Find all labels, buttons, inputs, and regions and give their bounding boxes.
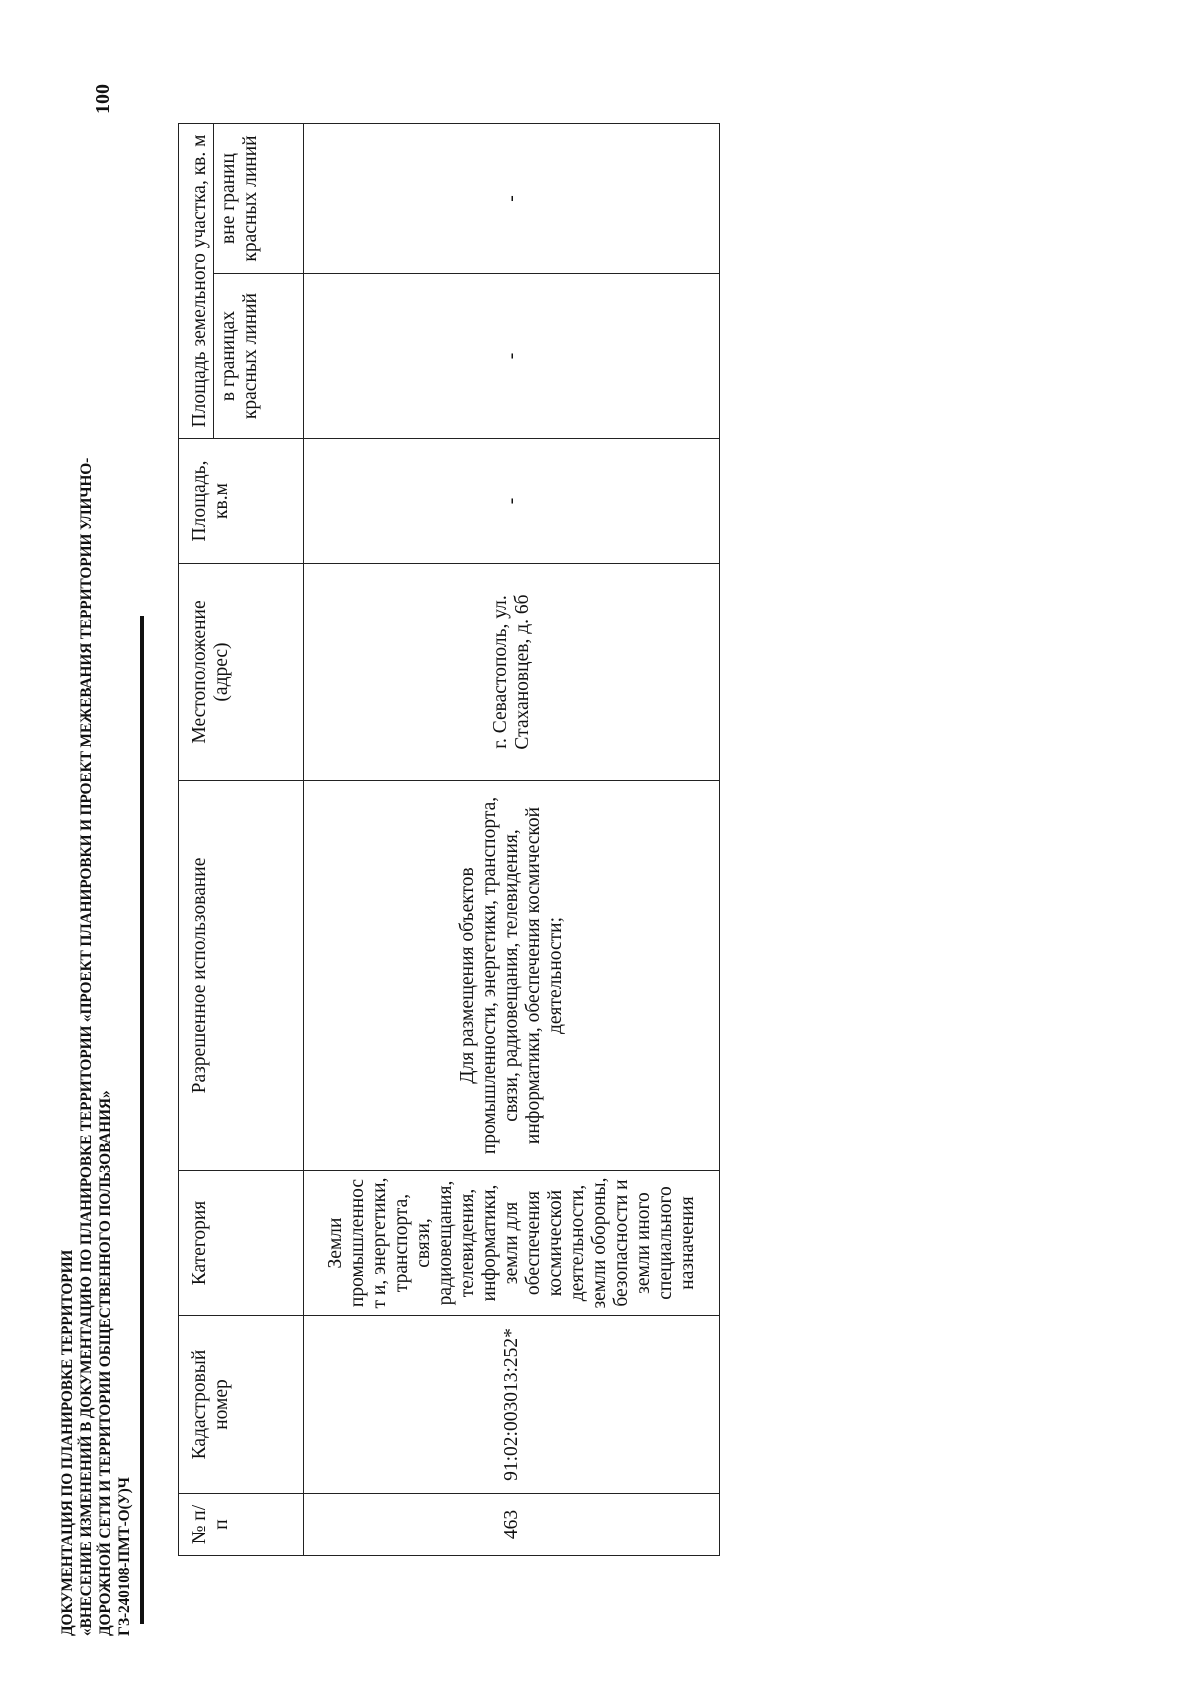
header-area: Площадь, кв.м <box>179 439 304 564</box>
header-location: Местоположение (адрес) <box>179 564 304 781</box>
cell-location: г. Севастополь, ул. Стахановцев, д. 6б <box>304 564 720 781</box>
cell-area: - <box>304 439 720 564</box>
cell-category: Земли промышленност и, энергетики, транспорта, связи, радиовещания, телевидения, информатики, земли для обеспечения космической деятельности, земли обороны, безопасности и земли иного специального назначения <box>304 1171 720 1316</box>
header-category: Категория <box>179 1171 304 1316</box>
cell-usage: Для размещения объектов промышленности, энергетики, транспорта, связи, радиовещания, телевидения, информатики, обеспечения космической деятельности; <box>304 781 720 1171</box>
cell-cadastral: 91:02:003013:252* <box>304 1316 720 1494</box>
cell-inside-red-lines: - <box>304 274 720 439</box>
cell-outside-red-lines: - <box>304 124 720 274</box>
cell-num: 463 <box>304 1494 720 1556</box>
header-inside-red-lines: в границах красных линий <box>214 274 304 439</box>
header-num: № п/п <box>179 1494 304 1556</box>
header-line-1: ДОКУМЕНТАЦИЯ ПО ПЛАНИРОВКЕ ТЕРРИТОРИИ <box>59 1249 76 1636</box>
land-plot-table <box>178 123 720 1556</box>
header-usage: Разрешенное использование <box>179 781 304 1171</box>
table-row <box>304 124 720 1556</box>
header-cadastral: Кадастровый номер <box>179 1316 304 1494</box>
header-line-4: ГЗ-240108-ПМТ-О(У)Ч <box>116 1477 133 1636</box>
page-number: 100 <box>92 84 114 114</box>
header-divider <box>140 616 144 1624</box>
header-land-area-group: Площадь земельного участка, кв. м <box>179 124 214 439</box>
document-header <box>58 76 134 1636</box>
header-outside-red-lines: вне границ красных линий <box>214 124 304 274</box>
header-line-2: «ВНЕСЕНИЕ ИЗМЕНЕНИЙ В ДОКУМЕНТАЦИЮ ПО ПЛАНИРОВКЕ ТЕРРИТОРИИ «ПРОЕКТ ПЛАНИРОВКИ И ПРОЕКТ МЕЖЕВАНИЯ ТЕРРИТОРИИ УЛИЧНО- <box>78 457 95 1636</box>
header-line-3: ДОРОЖНОЙ СЕТИ И ТЕРРИТОРИИ ОБЩЕСТВЕННОГО ПОЛЬЗОВАНИЯ» <box>97 1090 114 1636</box>
